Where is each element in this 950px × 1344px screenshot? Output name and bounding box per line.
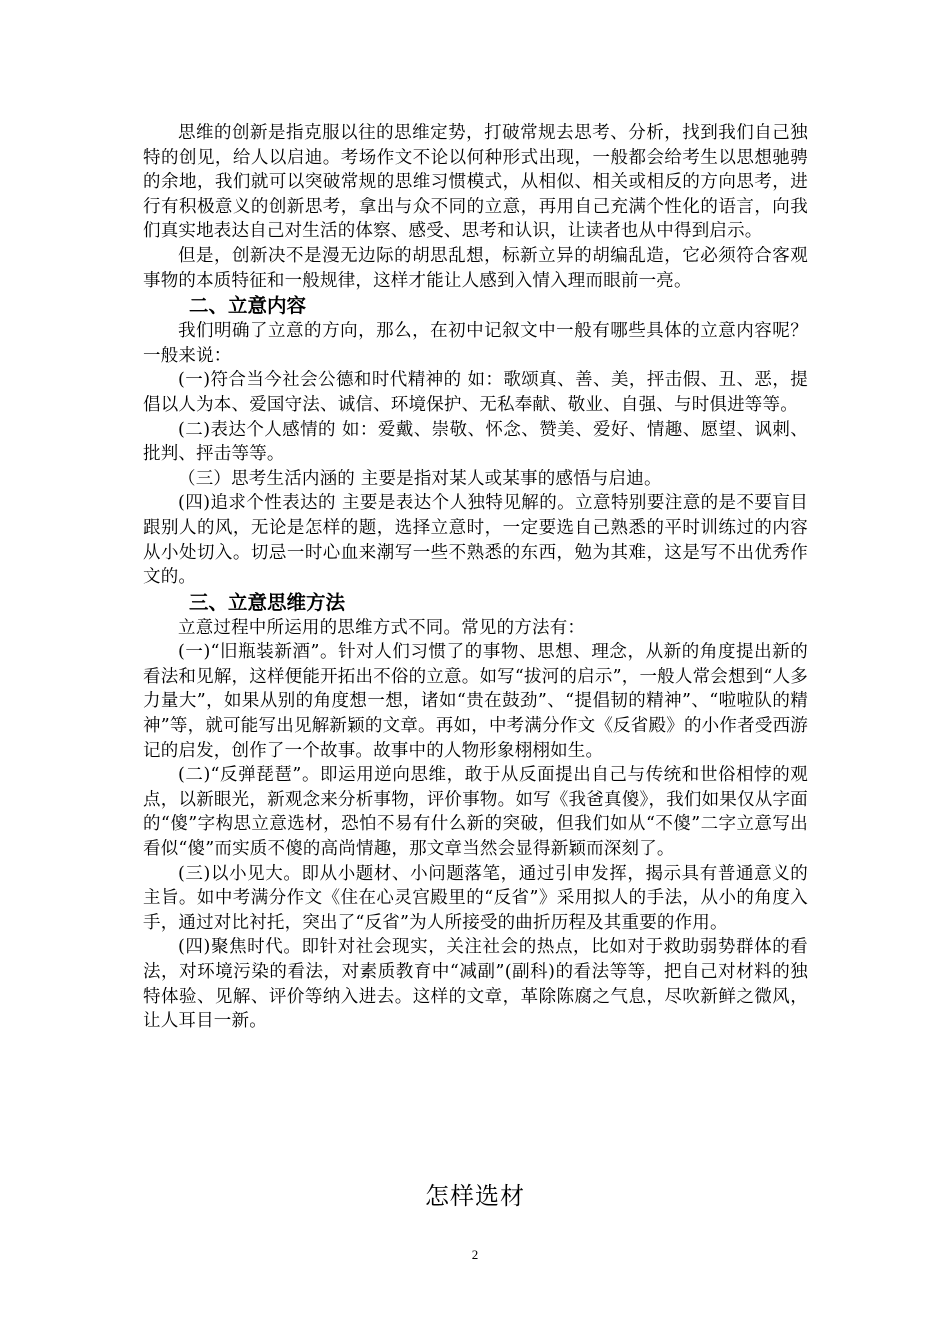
paragraph-method-3: (三)以小见大。即从小题材、小问题落笔，通过引申发挥，揭示具有普通意义的主旨。如中考满分作文《住在心灵宫殿里的“反省”》采用拟人的手法，从小的角度入手，通过对比衬托，突出了“反省”为人所接受的曲折历程及其重要的作用。 <box>143 863 808 933</box>
paragraph-innovation-definition: 思维的创新是指克服以往的思维定势，打破常规去思考、分析，找到我们自己独特的创见，给人以启迪。考场作文不论以何种形式出现，一般都会给考生以思想驰骋的余地，我们就可以突破常规的思维习惯模式，从相似、相关或相反的方向思考，进行有积极意义的创新思考，拿出与众不同的立意，再用自己充满个性化的语言，向我们真实地表达自己对生活的体察、感受、思考和认识，让读者也从中得到启示。 <box>143 123 808 242</box>
paragraph-content-item-2: (二)表达个人感情的 如：爱戴、崇敬、怀念、赞美、爱好、情趣、愿望、讽刺、批判、抨击等等。 <box>143 419 808 465</box>
section-heading-methods: 三、立意思维方法 <box>189 590 346 614</box>
section-heading-content: 二、立意内容 <box>189 294 307 318</box>
paragraph-innovation-limits: 但是，创新决不是漫无边际的胡思乱想，标新立异的胡编乱造，它必须符合客观事物的本质特征和一般规律，这样才能让人感到入情入理而眼前一亮。 <box>143 245 808 291</box>
paragraph-content-item-4: (四)追求个性表达的 主要是表达个人独特见解的。立意特别要注意的是不要盲目跟别人的风，无论是怎样的题，选择立意时，一定要选自己熟悉的平时训练过的内容从小处切入。切忌一时心血来潮写一些不熟悉的东西，勉为其难，这是写不出优秀作文的。 <box>143 493 808 588</box>
paragraph-method-1: (一)“旧瓶装新酒”。针对人们习惯了的事物、思想、理念，从新的角度提出新的看法和见解，这样便能开拓出不俗的立意。如写“拔河的启示”，一般人常会想到“人多力量大”，如果从别的角度想一想，诸如“贵在鼓劲”、“提倡韧的精神”、“啦啦队的精神”等，就可能写出见解新颖的文章。再如，中考满分作文《反省殿》的小作者受西游记的启发，创作了一个故事。故事中的人物形象栩栩如生。 <box>143 642 808 761</box>
document-body <box>143 121 808 1034</box>
paragraph-content-item-1: (一)符合当今社会公德和时代精神的 如：歌颂真、善、美，抨击假、丑、恶，提倡以人为本、爱国守法、诚信、环境保护、无私奉献、敬业、自强、与时俱进等等。 <box>143 370 808 415</box>
paragraph-content-intro: 我们明确了立意的方向，那么，在初中记叙文中一般有哪些具体的立意内容呢？ 一般来说： <box>143 321 808 366</box>
paragraph-methods-intro: 立意过程中所运用的思维方式不同。常见的方法有： <box>178 617 586 638</box>
page-number: 2 <box>471 1247 479 1262</box>
paragraph-method-2: (二)“反弹琵琶”。即运用逆向思维，敢于从反面提出自己与传统和世俗相悖的观点，以新眼光，新观念来分析事物，评价事物。如写《我爸真傻》，我们如果仅从字面的“傻”字构思立意选材，恐怕不易有什么新的突破，但我们如从“不傻”二字立意写出看似“傻”而实质不傻的高尚情趣，那文章当然会显得新颖而深刻了。 <box>143 765 808 860</box>
paragraph-content-item-3: （三）思考生活内涵的 主要是指对某人或某事的感悟与启迪。 <box>178 468 662 489</box>
next-section-title: 怎样选材 <box>425 1182 525 1210</box>
paragraph-method-4: (四)聚焦时代。即针对社会现实，关注社会的热点，比如对于救助弱势群体的看法，对环境污染的看法，对素质教育中“减副”(副科)的看法等等，把自己对材料的独特体验、见解、评价等纳入进去。这样的文章，革除陈腐之气息，尽吹新鲜之微风，让人耳目一新。 <box>143 937 808 1032</box>
